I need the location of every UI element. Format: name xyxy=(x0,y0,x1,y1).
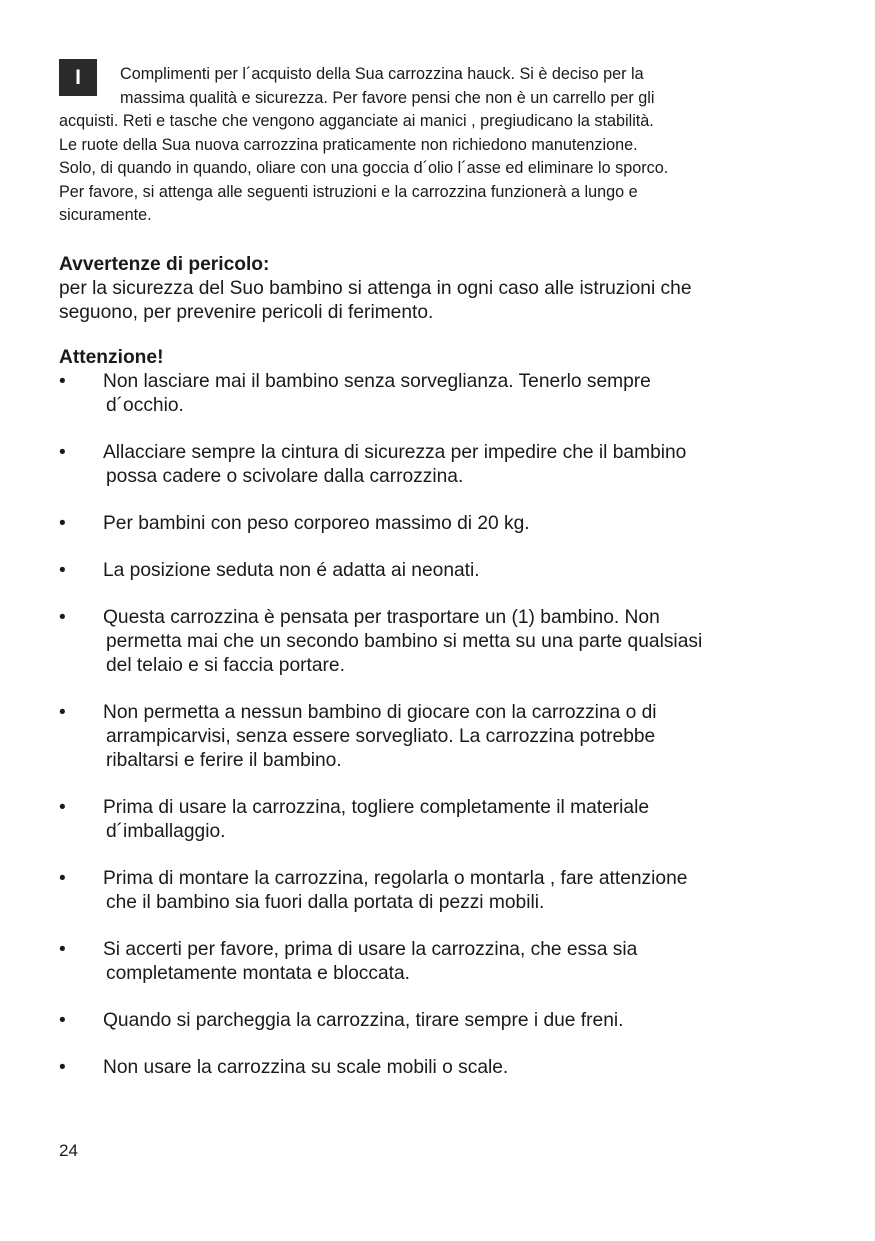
list-item-text: La posizione seduta non é adatta ai neonati. xyxy=(103,560,480,581)
list-item-text: Si accerti per favore, prima di usare la carrozzina, che essa sia xyxy=(103,939,638,960)
list-item-text: Quando si parcheggia la carrozzina, tirare sempre i due freni. xyxy=(103,1010,624,1031)
intro-line: acquisti. Reti e tasche che vengono agganciate ai manici , pregiudicano la stabilità. xyxy=(59,112,654,130)
list-item xyxy=(59,512,702,536)
bullet-icon: • xyxy=(59,513,66,534)
list-item xyxy=(59,701,702,773)
list-item-text: Non permetta a nessun bambino di giocare con la carrozzina o di xyxy=(103,702,657,723)
bullet-icon: • xyxy=(59,371,66,392)
bullet-icon: • xyxy=(59,442,66,463)
bullet-icon: • xyxy=(59,939,66,960)
list-item-text: d´occhio. xyxy=(106,395,184,416)
bullet-icon: • xyxy=(59,868,66,889)
danger-warning-text: per la sicurezza del Suo bambino si attenga in ogni caso alle istruzioni che xyxy=(59,278,692,299)
intro-line: sicuramente. xyxy=(59,206,152,224)
list-item-text: che il bambino sia fuori dalla portata di pezzi mobili. xyxy=(106,892,545,913)
list-item xyxy=(59,1056,702,1080)
danger-warning-text: seguono, per prevenire pericoli di ferimento. xyxy=(59,302,434,323)
intro-line: Per favore, si attenga alle seguenti istruzioni e la carrozzina funzionerà a lungo e xyxy=(59,182,638,201)
intro-line: massima qualità e sicurezza. Per favore pensi che non è un carrello per gli xyxy=(120,88,655,107)
list-item xyxy=(59,606,702,678)
intro-paragraph xyxy=(59,63,668,228)
list-item-text: Questa carrozzina è pensata per trasportare un (1) bambino. Non xyxy=(103,607,660,628)
list-item-text: ribaltarsi e ferire il bambino. xyxy=(106,750,342,771)
list-item-text: Allacciare sempre la cintura di sicurezza per impedire che il bambino xyxy=(103,442,687,463)
list-item-text: arrampicarvisi, senza essere sorvegliato. La carrozzina potrebbe xyxy=(106,726,656,747)
list-item xyxy=(59,441,702,489)
bullet-icon: • xyxy=(59,560,66,581)
list-item-text: completamente montata e bloccata. xyxy=(106,963,410,984)
list-item-text: Prima di montare la carrozzina, regolarla o montarla , fare attenzione xyxy=(103,868,688,889)
attention-list xyxy=(59,370,702,1103)
list-item xyxy=(59,796,702,844)
list-item-text: d´imballaggio. xyxy=(106,821,226,842)
bullet-icon: • xyxy=(59,1010,66,1031)
danger-warning-section xyxy=(59,253,692,325)
bullet-icon: • xyxy=(59,1057,66,1078)
bullet-icon: • xyxy=(59,797,66,818)
list-item-text: Per bambini con peso corporeo massimo di 20 kg. xyxy=(103,513,530,534)
list-item xyxy=(59,867,702,915)
list-item xyxy=(59,1009,702,1033)
list-item-text: del telaio e si faccia portare. xyxy=(106,655,345,676)
intro-line: Solo, di quando in quando, oliare con una goccia d´olio l´asse ed eliminare lo sporco. xyxy=(59,159,669,177)
list-item-text: Prima di usare la carrozzina, togliere completamente il materiale xyxy=(103,797,650,818)
list-item xyxy=(59,938,702,986)
language-badge: I xyxy=(59,59,97,96)
list-item-text: permetta mai che un secondo bambino si metta su una parte qualsiasi xyxy=(106,631,703,652)
bullet-icon: • xyxy=(59,607,66,628)
attention-heading: Attenzione! xyxy=(59,347,164,368)
list-item xyxy=(59,370,702,418)
bullet-icon: • xyxy=(59,702,66,723)
intro-line: Complimenti per l´acquisto della Sua carrozzina hauck. Si è deciso per la xyxy=(120,65,644,83)
intro-line: Le ruote della Sua nuova carrozzina praticamente non richiedono manutenzione. xyxy=(59,135,638,154)
list-item-text: Non usare la carrozzina su scale mobili o scale. xyxy=(103,1057,509,1078)
page-number: 24 xyxy=(59,1141,78,1160)
list-item-text: possa cadere o scivolare dalla carrozzina. xyxy=(106,466,464,487)
list-item-text: Non lasciare mai il bambino senza sorveglianza. Tenerlo sempre xyxy=(103,371,651,392)
danger-warning-heading: Avvertenze di pericolo: xyxy=(59,254,270,275)
list-item xyxy=(59,559,702,583)
